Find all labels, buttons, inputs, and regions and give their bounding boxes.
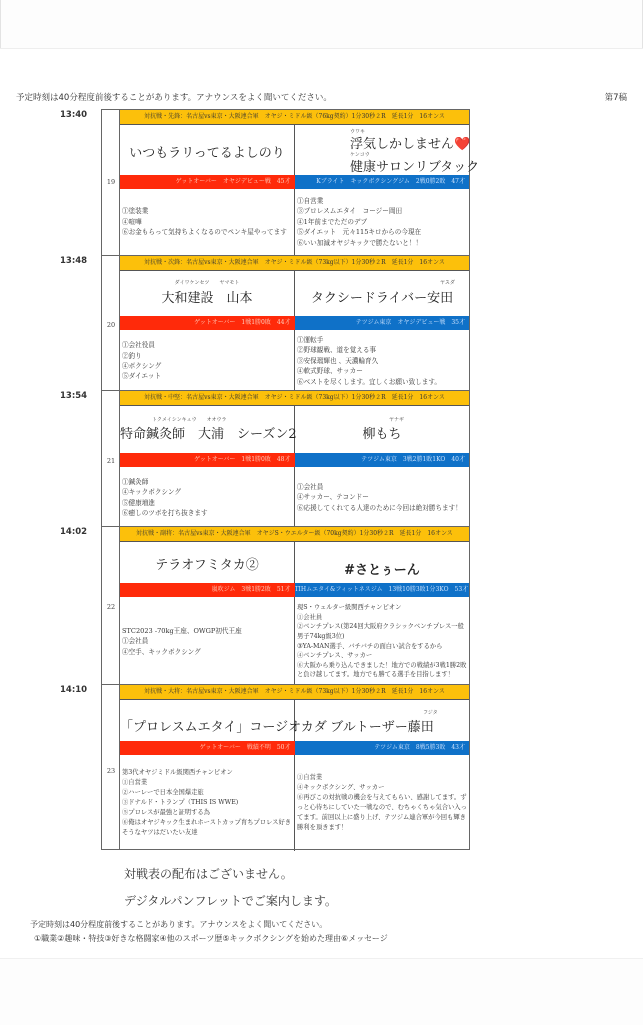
bout-time: 14:10 [60, 685, 88, 695]
footer-note: 予定時刻は40分程度前後することがあります。アナウンスをよく聞いてください。 [30, 920, 328, 929]
bout-19 [101, 109, 480, 255]
closing-line-2: デジタルパンフレットでご案内します。 [124, 894, 337, 908]
bout-number: 19 [106, 178, 116, 186]
closing-line-1: 対戦表の配布はございません。 [124, 867, 293, 881]
blue-fighter-name: ヤナギ 柳もち [362, 417, 405, 442]
bout-time: 13:40 [60, 110, 88, 120]
blue-corner-info: テツジム東京 オヤジデビュー戦 35才 [295, 316, 470, 330]
red-fighter-name: テラオフミタカ② [120, 542, 295, 583]
top-blank-band [0, 0, 643, 49]
blue-fighter-bio: ①会社員 ④サッカー、テコンドー ⑥応援してくれてる人達のために今回は絶対勝ちます！ [297, 482, 462, 512]
page-label: 第7稿 [604, 93, 627, 103]
bottom-blank-band [0, 958, 643, 1025]
bout-banner: 対抗戦・中堅：名古屋vs東京・大阪連合軍 オヤジ・ミドル級（73kg以下）1分30秒２R 延長1分 16オンス [120, 391, 469, 406]
bout-23 [101, 684, 470, 849]
bout-time: 13:48 [60, 256, 88, 266]
blue-corner-info: Kブライト キックボクシングジム 2戦0勝2敗 47才 [295, 175, 470, 189]
red-fighter-name: いつもラリってるよしのり [120, 125, 295, 175]
blue-fighter-bio: ①運転手 ②野球観戦、道を覚える事 ③安保瑠輝也 、天濃輪育久 ④軟式野球、サッカー ⑥ベストを尽くします。宜しくお願い致します。 [297, 335, 442, 386]
red-fighter-bio: ①会社役員 ②釣り ④ボクシング ⑤ダイエット [120, 330, 295, 392]
red-corner-info: ゲットオーバー 1戦1勝0敗 48才 [120, 453, 295, 467]
red-fighter-name: 「プロレスムエタイ」コージオカダ [120, 700, 295, 741]
divider [0, 0, 1, 48]
bout-banner: 対抗戦・先鋒：名古屋vs東京・大阪連合軍 オヤジ・ミドル級（76kg契約）1分30秒２R 延長1分 16オンス [120, 110, 469, 125]
red-corner-info: ゲットオーバー オヤジデビュー戦 45才 [120, 175, 295, 189]
bout-number: 22 [106, 603, 116, 611]
bout-21 [101, 390, 470, 526]
divider [101, 849, 470, 850]
blue-fighter-name: ウワキ 浮気しかしません❤️ ケンコウ 健康サロンリブタック [350, 129, 480, 175]
blue-fighter-name: #さとぅーん [344, 563, 420, 578]
red-fighter-name: ダイワケンセツ ヤマモト 大和建設 山本 [120, 271, 295, 316]
blue-fighter-bio: ①自営業 ③プロレスムエタイ コージー岡田 ④1年前までただのデブ ⑤ダイエット 元々115キロからの今現在 ⑥いい加減オヤジキックで勝たないと！！ [297, 196, 423, 247]
bout-20 [101, 255, 470, 390]
red-fighter-bio: ①塗装業 ④喧嘩 ⑥お金もらって気持ちよくなるのでペンキ屋やってます [120, 189, 295, 255]
blue-fighter-name: フジタ ブルトーザー藤田 [330, 710, 438, 735]
blue-fighter-bio: 現S・ウェルター級関西チャンピオン ①会社員 ②ベンチプレス(第24回大阪府クラシックベンチプレス一般男子74kg級3位) ③YA-MAN選手、バチバチの面白い試合をするから ④ベンチプレス、サッカー ⑥大阪から乗り込んできました！地方での戦績が3戦1勝2敗と負け越してます。地方でも勝てる選手を目指します！ [297, 604, 467, 679]
bout-banner: 対抗戦・大将：名古屋vs東京・大阪連合軍 オヤジ・ミドル級（73kg以下）1分30秒２R 延長1分 16オンス [120, 685, 469, 700]
bout-number: 23 [106, 767, 116, 775]
bout-banner: 対抗戦・次鋒：名古屋vs東京・大阪連合軍 オヤジ・ミドル級（73kg以下）1分30秒２R 延長1分 16オンス [120, 256, 469, 271]
schedule-note: 予定時刻は40分程度前後することがあります。アナウンスをよく聞いてください。 [16, 93, 332, 103]
blue-fighter-bio: ①自営業 ④キックボクシング、サッカー ⑥再びこの対抗戦の機会を与えてもらい、感謝してます。ずっと心待ちにしていた一戦なので、むちゃくちゃ気合い入ってます。前回以上に盛り上げ、テツジム連合軍が今回も輝き勝利を頂きます！ [297, 774, 467, 831]
red-fighter-bio: STC2023 -70kg王座、OWGP初代王座 ①会社員 ④空手、キックボクシング [120, 597, 295, 686]
bout-banner: 対抗戦・副将：名古屋vs東京・大阪連合軍 オヤジS・ウエルター級（70kg契約）1分30秒２R 延長1分 16オンス [120, 527, 469, 542]
bout-22 [101, 526, 470, 684]
blue-fighter-name: ヤスダ タクシードライバー安田 [310, 280, 455, 306]
red-fighter-bio: ①鍼灸師 ④キックボクシング ⑤健康増進 ⑥癒しのツボを打ち抜きます [120, 467, 295, 528]
blue-corner-info: TIHムエタイ&フィットネスジム 13戦10勝3敗1分3KO 53才 [295, 583, 470, 597]
bio-legend: ①職業②趣味・特技③好きな格闘家④他のスポーツ歴⑤キックボクシングを始めた理由⑥メッセージ [34, 934, 388, 943]
red-corner-info: ゲットオーバー 1戦1勝0敗 44才 [120, 316, 295, 330]
bout-number-column [102, 110, 120, 255]
bout-time: 13:54 [60, 391, 88, 401]
bout-number: 21 [106, 457, 116, 465]
red-corner-info: ゲットオーバー 戦績不明 50才 [120, 741, 295, 755]
bout-number: 20 [106, 321, 116, 329]
blue-corner-info: テツジム東京 3戦2勝1敗1KO 40才 [295, 453, 470, 467]
red-corner-info: 嵐吹ジム 3戦1勝2敗 51才 [120, 583, 295, 597]
red-fighter-name: トクメイシンキュウ オオウラ 特命鍼灸師 大浦 シーズン2 [120, 406, 295, 453]
blue-corner-info: テツジム東京 8戦5勝3敗 43才 [295, 741, 470, 755]
red-fighter-bio: 第3代オヤジミドル級関西チャンピオン ①自営業 ②ハーレーで日本全国爆走旅 ③ドナルド・トランプ（THIS IS WWE) ⑤プロレスが最強と証明する為 ⑥俺はオヤジキック生まれホーストカップ育ちプロレス好きそうなヤツはだいたい友達 [120, 755, 295, 851]
bout-time: 14:02 [60, 527, 88, 537]
